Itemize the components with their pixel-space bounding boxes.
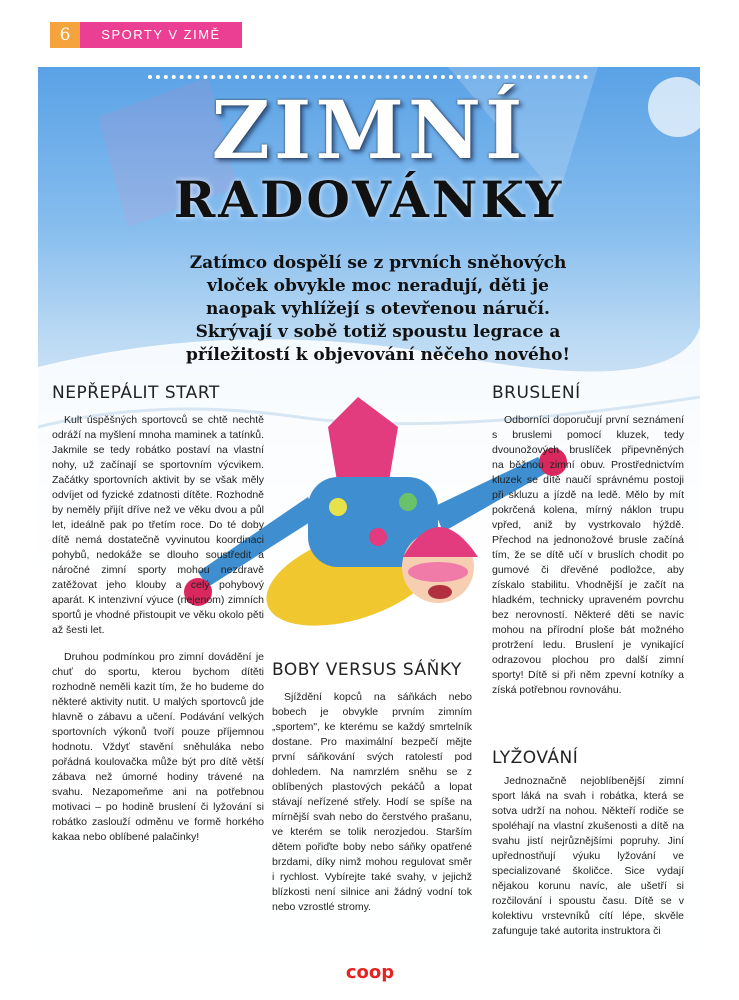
section-heading: LYŽOVÁNÍ xyxy=(492,748,579,768)
section-label: SPORTY V ZIMĚ xyxy=(80,22,242,48)
section-body xyxy=(272,690,472,915)
decorative-dots xyxy=(148,75,588,79)
section-lyzovani xyxy=(492,748,684,951)
section-heading: BOBY VERSUS SÁŇKY xyxy=(272,660,462,680)
page-header xyxy=(50,22,242,48)
page-number: 6 xyxy=(50,22,80,48)
section-body xyxy=(492,413,684,698)
paragraph: Sjíždění kopců na sáňkách nebo bobech je obvykle prvním zimním „sportem", ke kterému se každý smrtelník dostane. Pro maximální bezpečí mějte první sáňkování svých ratolestí pod dohledem. Na namrzlém sněhu se z oblíbených plastových pekáčů a lopat stávají neřízené střely. Hodí se spíše na mírnější svah nebo do čerstvého prašanu, ve kterém se tolik nerozjedou. Starším dětem pořiďte boby nebo sáňky opatřené brzdami, díky nimž mohou regulovat směr i rychlost. Vybírejte také svahy, v jejichž blízkosti není silnice ani žádný vodní tok nebo vzrostlé stromy. xyxy=(272,691,472,913)
paragraph: Odborníci doporučují první seznámení s bruslemi pomocí kluzek, tedy dvounožových bruslíček připevněných na běžnou zimní obuv. Prostřednictvím kluzek se dítě naučí správnému postoji při skluzu a jízdě na ledě. Mělo by mít pokrčená kolena, mírný náklon trupu vpřed, aniž by vystrkovalo hýždě. Přechod na jednonožové brusle začíná tím, že se dítě učí v bruslích chodit po gumové či dřevěné podložce, aby získalo stabilitu. Vhodnější je začít na hladkém, technicky upraveném povrchu bez nerovností. Některé děti se navíc mohou na přírodní ploše bát možného protržení ledu. Bruslení je vynikající odrazovou plochou pro další zimní sporty! Dítě si při něm zpevní kotníky a získá potřebnou rovnováhu. xyxy=(492,414,684,696)
title-line1: ZIMNÍ xyxy=(211,83,527,177)
paragraph: Jednoznačně nejoblíbenější zimní sport láká na svah i robátka, která se sotva udrží na nohou. Někteří rodiče se spoléhají na vlastní zkušenosti a dítě na svahu jistí nejrůznějšími popruhy. Jiní upřednostňují výuku lyžování ve specializované školičce. Sice vydají nějakou korunu navíc, ale ušetří si rozčilování i spoustu času. Dítě se v kolektivu vrstevníků cítí lépe, skvěle zafunguje také autorita instruktora či xyxy=(492,775,684,937)
section-brusleni xyxy=(492,383,684,710)
section-heading: NEPŘEPÁLIT START xyxy=(52,383,220,403)
section-boby xyxy=(272,658,472,927)
section-body xyxy=(492,774,684,939)
coop-logo: coop xyxy=(345,962,395,983)
paragraph: Druhou podmínkou pro zimní dovádění je chuť do sportu, kterou bychom dítěti rozhodně neměli kazit tím, že ho budeme do některé aktivity nutit. U malých sportovců jde hlavně o zábavu a učení. Podávání velkých sportovních výkonů tvoří pouze příjemnou hodnotu. Vždyť stavění sněhuláka nebo pořádná koulovačka může být pro dítě větší zábava než úmorné hodiny trávené na svahu. Nezapomeňme ani na potřebnou motivaci – po hodině bruslení či lyžování si robátko zaslouží odměnu ve formě horkého kakaa nebo oblíbené palačinky! xyxy=(52,651,264,843)
intro-lead: Zatímco dospělí se z prvních sněhových vloček obvykle moc neradují, děti je naopak vyhlížejí s otevřenou náručí. Skrývají v sobě totiž spoustu legrace a příležitostí k objevování něčeho nového! xyxy=(186,253,570,365)
title-line2: RADOVÁNKY xyxy=(173,170,565,229)
section-body xyxy=(52,413,264,845)
section-start xyxy=(52,383,264,857)
section-heading: BRUSLENÍ xyxy=(492,383,581,403)
paragraph: Kult úspěšných sportovců se chtě nechtě odráží na myšlení mnoha maminek a tatínků. Jakmile se tedy robátko postaví na vlastní nohy, už začínají se sportovním výcvikem. Začátky sportovních aktivit by se však měly odvíjet od fyzické zdatnosti dítěte. Rozhodně by neměly přijít dříve než ve věku dvou a půl let, ideálně pak po třetím roce. Do té doby dítě nemá dostatečně vyvinutou koordinaci pohybů, nedokáže se dlouho soustředit a náročné zimní sporty mohou nezdravě zatěžovat jeho klouby a celý pohybový aparát. K intenzivní výuce (nejenom) zimních sportů je vhodné přistoupit ve věku okolo pěti až šesti let. xyxy=(52,414,264,636)
